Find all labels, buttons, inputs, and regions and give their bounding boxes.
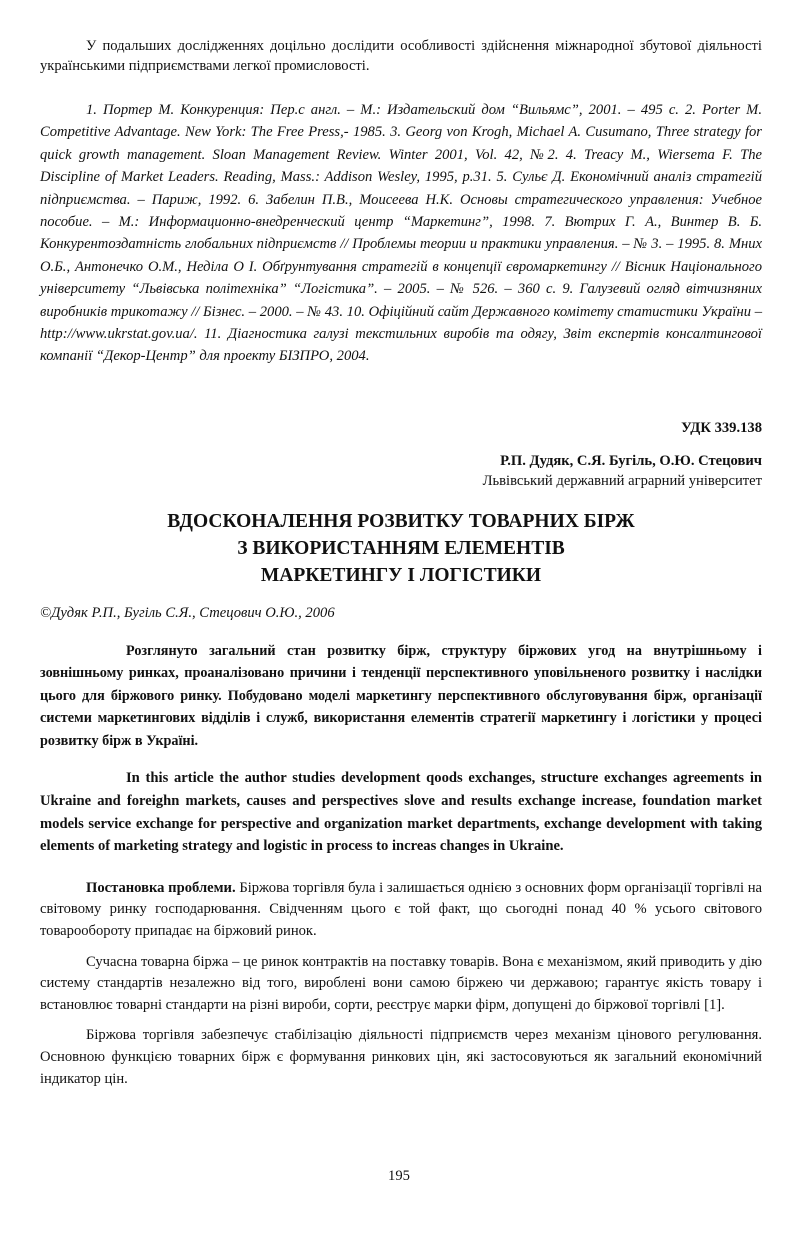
abstract-english: In this article the author studies development qoods exchanges, structure exchanges agreements in Ukraine and foreighn markets, causes and perspectives slove and results exchange increase, foundation market models service exchange for perspective and organization market departments, exchange development with taking elements of marketing strategy and logistic in process to increas changes in Ukraine.: [40, 770, 762, 855]
references-list: 1. Портер М. Конкуренция: Пер.с англ. – М.: Издательский дом “Вильямс”, 2001. – 495 с. 2. Porter M. Competitive Advantage. New York: The Free Press,- 1985. 3. Georg von Krogh, Michael A. Cusumano, Three strategy for quick growth management. Sloan Management Review. Winter 2001, Vol. 42, №2. 4. Treacy M., Wiersema F. The Discipline of Market Leaders. Reading, Mass.: Addison Wesley, 1995, p.31. 5. Сульє Д. Економічний аналіз стратегій підприємства. – Париж, 1992. 6. Забелин П.В., Моисеева Н.К. Основы стратегического управления: Учебное пособие. – М.: Информационно-внедренческий центр “Маркетинг”, 1998. 7. Вютрих Г. А., Винтер В. Б. Конкурентоздатність глобальних підприємств // Проблемы теории и практики управления. – № 3. – 1995. 8. Мних О.Б., Антонечко О.М., Неділа О І. Обґрунтування стратегій в концепції євромаркетингу // Вісник Національного університету “Львівська політехніка” “Логістика”. – 2005. – № 526. – 360 с. 9. Галузевий огляд вітчизняних виробників трикотажу // Бізнес. – 2000. – № 43. 10. Офіційний сайт Державного комітету статистики України – http://www.ukrstat.gov.ua/. 11. Діагностика галузі текстильних виробів та одягу, Звіт експертів консалтингової компанії “Декор-Центр” для проекту БІЗПРО, 2004.: [40, 102, 762, 365]
title-line: З ВИКОРИСТАННЯМ ЕЛЕМЕНТІВ: [237, 537, 565, 559]
section-heading: Постановка проблеми.: [86, 879, 236, 896]
intro-paragraph: У подальших дослідженнях доцільно дослідити особливості здійснення міжнародної збутової діяльності українськими підприємствами легкої промисловості.: [40, 38, 762, 74]
title-line: ВДОСКОНАЛЕННЯ РОЗВИТКУ ТОВАРНИХ БІРЖ: [167, 510, 635, 532]
body-paragraph: [40, 878, 762, 943]
article-title: [40, 508, 762, 589]
copyright-line: ©Дудяк Р.П., Бугіль С.Я., Стецович О.Ю., 2006: [40, 604, 335, 621]
page-content: [40, 36, 762, 1090]
udk-code: УДК 339.138: [681, 419, 762, 436]
title-line: МАРКЕТИНГУ І ЛОГІСТИКИ: [260, 564, 542, 586]
authors: Р.П. Дудяк, С.Я. Бугіль, О.Ю. Стецович: [500, 452, 762, 469]
body-paragraph: Сучасна товарна біржа – це ринок контрактів на поставку товарів. Вона є механізмом, який приводить у дію систему стандартів незалежно від того, вироблені вони самою біржею чи державою; гарантує якість товару і встановлює товарні стандарти на різні вироби, сорти, реєструє марки фірм, допущені до біржової торгівлі [1].: [40, 953, 762, 1013]
affiliation: Львівський державний аграрний університет: [482, 472, 762, 489]
body-paragraph: Біржова торгівля забезпечує стабілізацію діяльності підприємств через механізм цінового регулювання. Основною функцією товарних бірж є формування ринкових цін, які застосовуються як загальний економічний індикатор цін.: [40, 1027, 762, 1087]
paragraph-text: Біржова торгівля була і залишається однією з основних форм організації торгівлі на світовому ринку господарювання. Свідченням цього є той факт, що сьогодні понад 40 % усього світового товарообороту припадає на біржовий ринок.: [40, 879, 762, 939]
abstract-ukrainian: Розглянуто загальний стан розвитку бірж, структуру біржових угод на внутрішньому і зовнішньому ринках, проаналізовано причини і тенденції перспективного уповільненого розвитку і наслідки цього для біржового ринку. Побудовано моделі маркетингу перспективного обслуговування бірж, організації системи маркетингових відділів і служб, використання елементів стратегії маркетингу і логістики у процесі розвитку бірж в Україні.: [40, 642, 762, 749]
page-number: 195: [388, 1168, 410, 1184]
